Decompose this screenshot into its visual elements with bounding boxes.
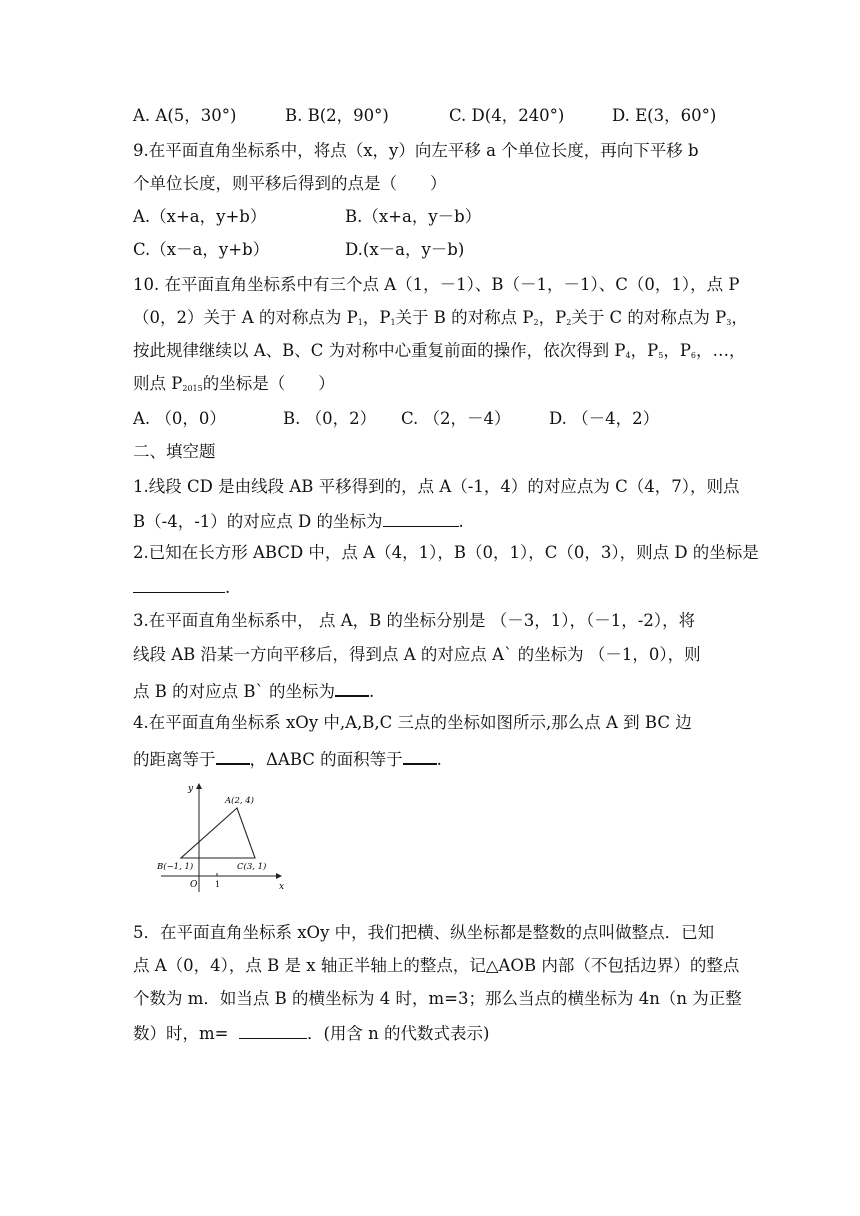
q10-text: ，…，	[696, 341, 746, 360]
q10-line-3	[133, 339, 746, 363]
q10-text: ，P	[630, 341, 659, 360]
q10-text: ，P	[538, 308, 567, 327]
subscript: 2	[566, 318, 572, 327]
f4-line-2	[133, 745, 733, 772]
subscript: 5	[658, 351, 664, 360]
q9-option-d: D.(x－a，y－b)	[345, 240, 465, 259]
q10-option-a: A. （0，0）	[133, 409, 226, 428]
answer-blank[interactable]	[403, 745, 437, 765]
q10-text: 关于 C 的对称点为 P	[571, 308, 727, 327]
f2-line-2	[133, 574, 733, 600]
period: .	[225, 578, 231, 597]
f3-text: 点 B 的对应点 B` 的坐标为	[133, 682, 335, 701]
q10-option-b: B. （0，2）	[283, 409, 377, 428]
f5-text: 数）时，m=	[133, 1024, 229, 1043]
q10-text: 则点 P	[133, 374, 183, 393]
q8-option-c: C. D(4，240°)	[449, 106, 565, 125]
f4-line-1: 4.在平面直角坐标系 xOy 中,A,B,C 三点的坐标如图所示,那么点 A 到 BC 边	[133, 713, 692, 732]
period: .	[436, 750, 442, 769]
q8-option-b: B. B(2，90°)	[285, 106, 389, 125]
point-a-label: A(2, 4)	[225, 796, 254, 806]
f1-line-2	[133, 508, 733, 534]
subscript: 1	[357, 318, 363, 327]
point-b-label: B(−1, 1)	[157, 862, 194, 872]
q8-option-a: A. A(5，30°)	[133, 106, 237, 125]
subscript: 2015	[182, 384, 203, 393]
f2-line-1: 2.已知在长方形 ABCD 中，点 A（4，1），B（0，1），C（0，3），则点 D 的坐标是	[133, 543, 759, 562]
f4-text: ，ΔABC 的面积等于	[249, 750, 403, 769]
origin-label: O	[190, 880, 198, 890]
q10-option-c: C. （2，－4）	[401, 409, 511, 428]
period: .	[458, 512, 464, 531]
f5-text: ．(用含 n 的代数式表示)	[306, 1024, 490, 1043]
f3-line-2: 线段 AB 沿某一方向平移后，得到点 A 的对应点 A` 的坐标为 （－1，0），则	[133, 645, 701, 664]
answer-blank[interactable]	[133, 574, 225, 593]
x-axis-label: x	[279, 882, 285, 892]
q9-option-c: C.（x－a，y+b）	[133, 240, 270, 259]
answer-blank[interactable]	[335, 677, 369, 697]
q9-line-1: 9.在平面直角坐标系中，将点（x，y）向左平移 a 个单位长度，再向下平移 b	[133, 141, 699, 160]
section-title: 二、填空题	[133, 442, 216, 461]
f3-line-1: 3.在平面直角坐标系中， 点 A，B 的坐标分别是 （－3，1），（－1，-2），将	[133, 611, 696, 630]
subscript: 2	[533, 318, 539, 327]
q9-line-2: 个单位长度，则平移后得到的点是（ ）	[133, 174, 447, 193]
q9-option-a: A.（x+a，y+b）	[133, 207, 267, 226]
q8-option-d: D. E(3，60°)	[612, 106, 717, 125]
f5-line-4	[133, 1020, 733, 1046]
q10-line-2	[133, 306, 748, 330]
q10-text: ，P	[663, 341, 691, 360]
answer-blank[interactable]	[216, 745, 250, 765]
q10-text: 的坐标是（ ）	[202, 374, 335, 393]
q10-text: ，P	[362, 308, 391, 327]
q10-text: 按此规律继续以 A、B、C 为对称中心重复前面的操作，依次得到 P	[133, 341, 626, 360]
y-axis-label: y	[188, 784, 194, 794]
q10-text: 关于 B 的对称点 P	[395, 308, 534, 327]
f5-line-3: 个数为 m．如当点 B 的横坐标为 4 时，m=3；那么当点的横坐标为 4n（n 为正整	[133, 989, 742, 1008]
q10-option-d: D. （－4，2）	[549, 409, 660, 428]
subscript: 1	[390, 318, 396, 327]
f5-line-2: 点 A（0，4），点 B 是 x 轴正半轴上的整点，记△AOB 内部（不包括边界）的整点	[133, 956, 740, 975]
triangle-figure	[155, 778, 295, 896]
point-c-label: C(3, 1)	[237, 862, 267, 872]
period: .	[368, 682, 375, 701]
subscript: 6	[690, 351, 697, 360]
q10-line-4	[133, 372, 733, 396]
subscript: 3	[726, 318, 732, 327]
answer-blank[interactable]	[239, 1020, 307, 1039]
f1-line-1: 1.线段 CD 是由线段 AB 平移得到的，点 A（-1，4）的对应点为 C（4，7），则点	[133, 477, 740, 496]
f5-line-1: 5．在平面直角坐标系 xOy 中，我们把横、纵坐标都是整数的点叫做整点．已知	[133, 923, 715, 942]
f4-text: 的距离等于	[133, 750, 216, 769]
q10-line-1: 10. 在平面直角坐标系中有三个点 A（1，－1）、B（－1，－1）、C（0，1），点 P	[133, 275, 740, 294]
f3-line-3	[133, 677, 733, 704]
f1-text: B（-4，-1）的对应点 D 的坐标为	[133, 512, 383, 531]
subscript: 4	[625, 351, 631, 360]
q9-option-b: B.（x+a，y－b）	[345, 207, 482, 226]
triangle-abc	[181, 808, 255, 858]
q10-text: ，	[731, 308, 748, 327]
tick-label: 1	[215, 880, 221, 889]
q10-text: （0，2）关于 A 的对称点为 P	[133, 308, 358, 327]
answer-blank[interactable]	[383, 508, 459, 527]
